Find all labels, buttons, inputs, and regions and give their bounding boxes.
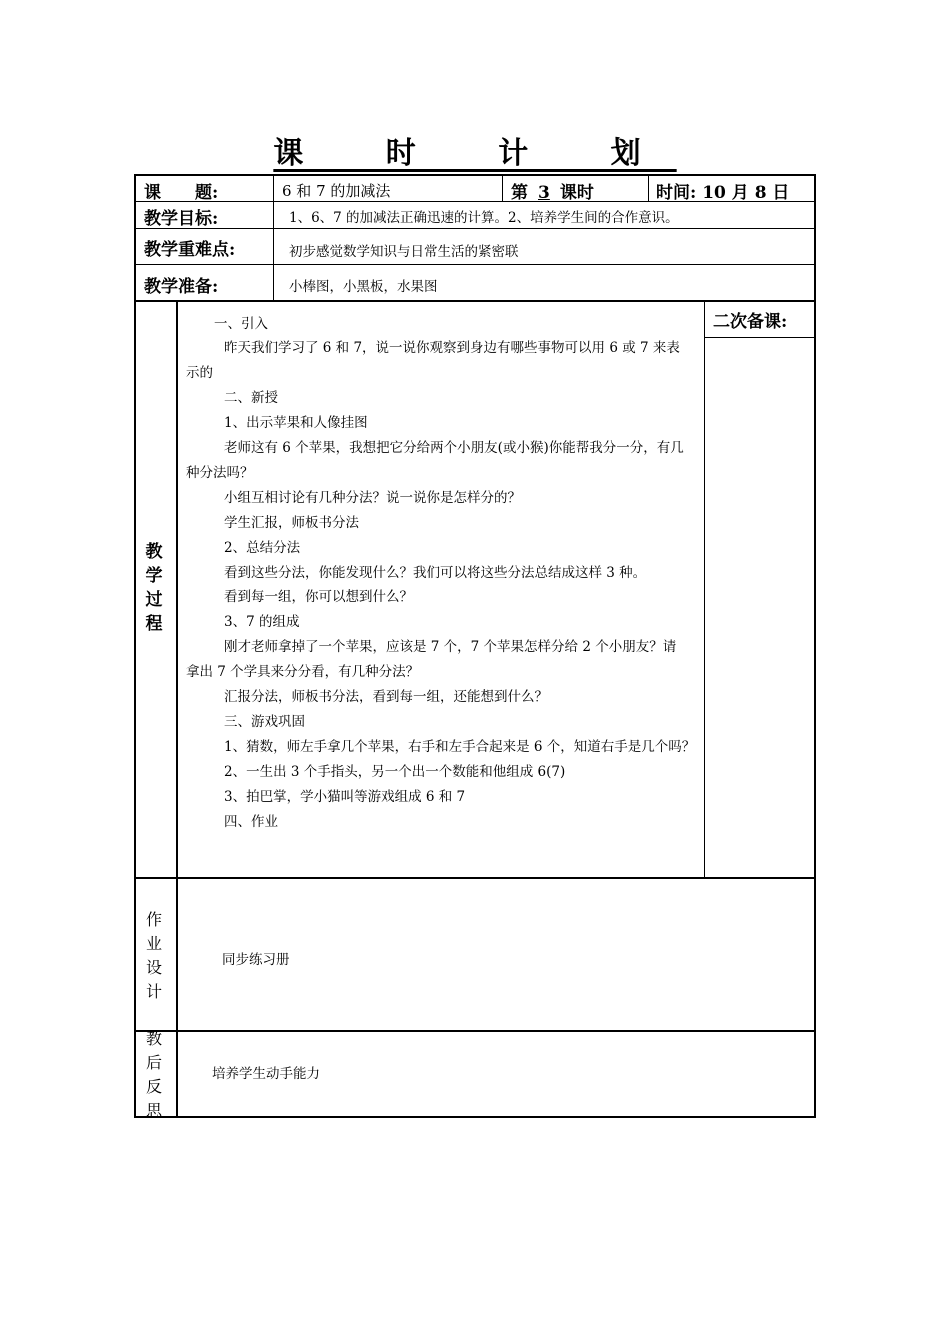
col-divider [502, 174, 503, 201]
process-line: 老师这有 6 个苹果，我想把它分给两个小朋友(或小猴)你能帮我分一分，有几 [224, 440, 684, 456]
process-line: 拿出 7 个学具来分分看，有几种分法？ [186, 664, 420, 680]
col-divider [176, 300, 178, 1118]
row-divider [134, 228, 816, 229]
goals-value: 1、6、7 的加减法正确迅速的计算。2、培养学生间的合作意识。 [289, 210, 679, 226]
topic-label: 课 题: [144, 183, 219, 203]
process-line: 2、一生出 3 个手指头，另一个出一个数能和他组成 6(7) [224, 764, 566, 780]
row-divider [134, 877, 816, 879]
homework-label: 作 业 设 计 [145, 910, 162, 1001]
col-divider [273, 174, 274, 300]
row-divider [134, 300, 816, 302]
second-prep-label: 二次备课: [713, 312, 788, 332]
process-line: 昨天我们学习了 6 和 7，说一说你观察到身边有哪些事物可以用 6 或 7 来表 [224, 340, 680, 356]
goals-label: 教学目标: [144, 209, 219, 229]
process-line: 看到每一组，你可以想到什么？ [224, 589, 413, 605]
process-label: 教 学 过 程 [145, 542, 163, 634]
process-line: 学生汇报，师板书分法 [224, 515, 359, 531]
lesson-label: 第 [511, 183, 528, 203]
difficulty-value: 初步感觉数学知识与日常生活的紧密联 [289, 244, 519, 260]
preparation-value: 小棒图，小黑板，水果图 [289, 279, 438, 295]
process-line: 3、拍巴掌，学小猫叫等游戏组成 6 和 7 [224, 789, 466, 805]
col-divider [648, 174, 649, 201]
col-divider [704, 300, 705, 877]
topic-value: 6 和 7 的加减法 [282, 182, 391, 200]
process-line: 1、出示苹果和人像挂图 [224, 415, 368, 431]
process-line: 一、引入 [214, 316, 268, 332]
process-line: 种分法吗？ [186, 465, 254, 481]
process-line: 四、作业 [224, 814, 278, 830]
process-line: 二、新授 [224, 390, 278, 406]
difficulty-label: 教学重难点: [144, 240, 236, 260]
lesson-number: 3 [538, 183, 550, 203]
process-line: 小组互相讨论有几种分法？说一说你是怎样分的？ [224, 490, 521, 506]
row-divider [134, 264, 816, 265]
process-line: 汇报分法，师板书分法，看到每一组，还能想到什么？ [224, 689, 548, 705]
reflection-label: 教 后 反 思 [145, 1029, 162, 1120]
row-divider [134, 1030, 816, 1032]
process-line: 2、总结分法 [224, 540, 301, 556]
preparation-label: 教学准备: [144, 277, 219, 297]
process-line: 3、7 的组成 [224, 614, 300, 630]
process-line: 刚才老师拿掉了一个苹果，应该是 7 个，7 个苹果怎样分给 2 个小朋友？请 [224, 639, 677, 655]
row-divider [704, 337, 816, 338]
process-line: 1、猜数，师左手拿几个苹果，右手和左手合起来是 6 个，知道右手是几个吗？ [224, 739, 696, 755]
page-title: 课 时 计 划 [273, 136, 677, 171]
homework-value: 同步练习册 [222, 952, 290, 968]
lesson-count [511, 178, 594, 203]
process-line: 看到这些分法，你能发现什么？我们可以将这些分法总结成这样 3 种。 [224, 565, 647, 581]
process-line: 示的 [186, 365, 213, 381]
reflection-value: 培养学生动手能力 [212, 1066, 320, 1082]
lesson-suffix: 课时 [559, 183, 594, 203]
time-label: 时间: 10 月 8 日 [656, 183, 790, 203]
process-line: 三、游戏巩固 [224, 714, 305, 730]
